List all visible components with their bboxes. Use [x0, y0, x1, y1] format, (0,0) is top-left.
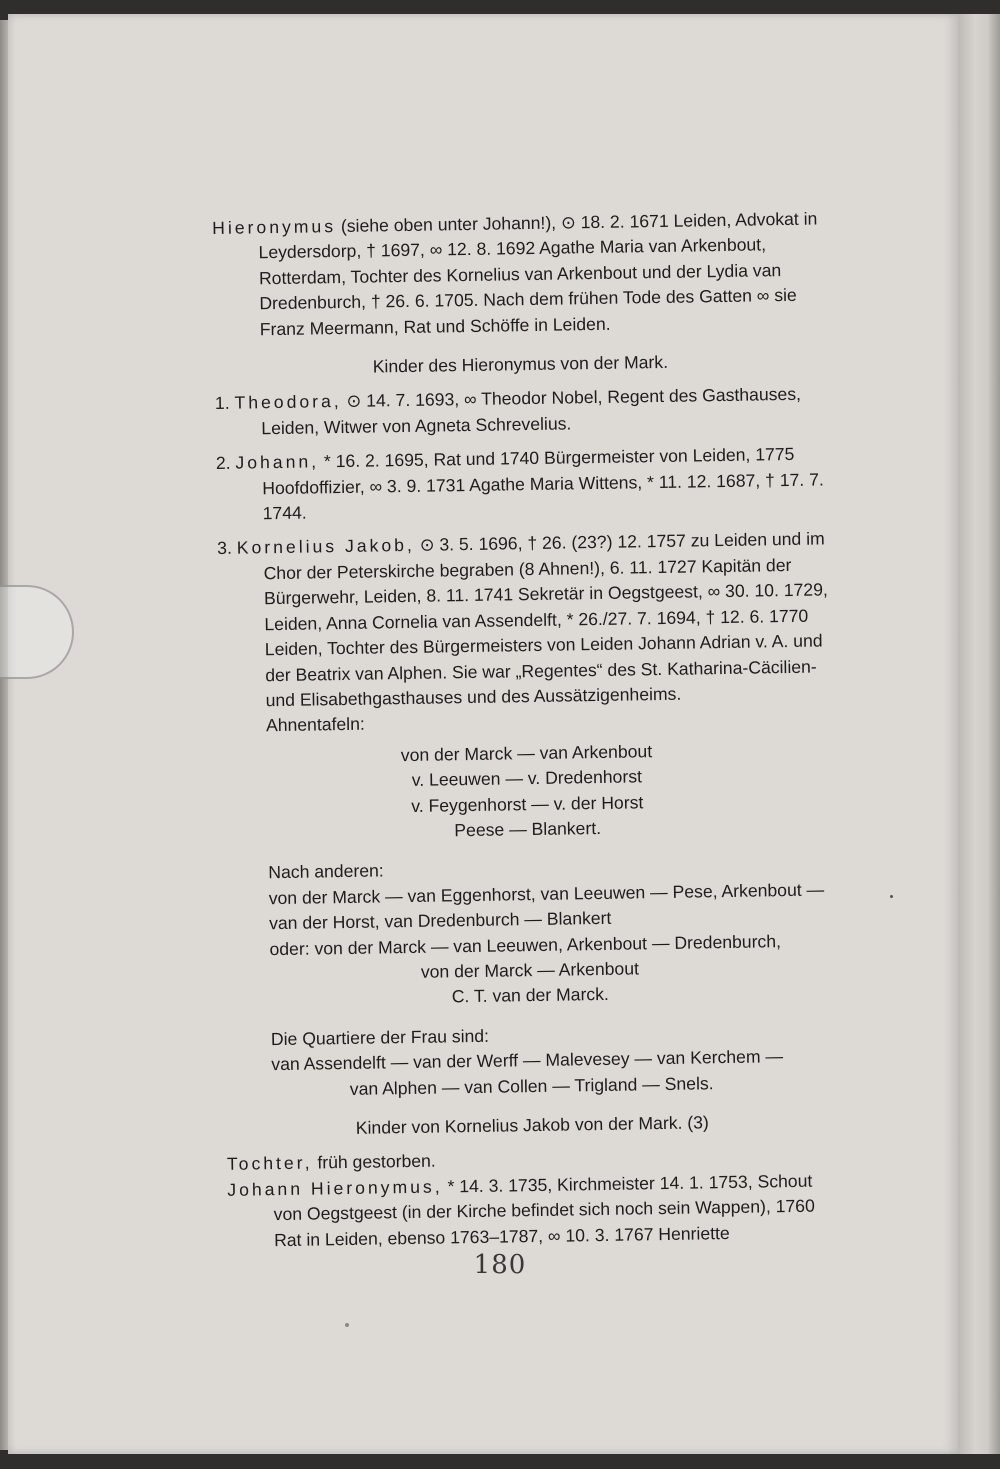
child-name: Theodora, [234, 391, 342, 414]
daughter-text: früh gestorben. [312, 1151, 436, 1173]
section-heading: Kinder des Hieronymus von der Mark. [372, 351, 669, 377]
right-page-edges [958, 14, 1000, 1454]
entry-name: Johann Hieronymus, [227, 1176, 443, 1200]
others-line: oder: von der Marck — van Leeuwen, Arkenbout — Dredenburch, [269, 930, 782, 959]
daughter-name: Tochter, [226, 1152, 313, 1175]
child-text: ⊙ 14. 7. 1693, ∞ Theodor Nobel, Regent des Gasthauses, Leiden, Witwer von Agneta Schrevelius. [261, 384, 802, 439]
section-heading: Kinder von Kornelius Jakob von der Mark. (3) [355, 1112, 709, 1138]
entry-name: Hieronymus [212, 216, 337, 238]
entry-text: * 14. 3. 1735, Kirchmeister 14. 1. 1753, Schout von Oegstgeest (in der Kirche befindet sich noch sein Wappen), 1760 Rat in Leiden, ebenso 1763–1787, ∞ 10. 3. 1767 Henriette [273, 1170, 815, 1250]
others-label: Nach anderen: [268, 860, 384, 883]
paper-speck [890, 895, 893, 898]
quartiere-line: van Alphen — van Collen — Trigland — Snels. [349, 1072, 714, 1099]
entry-hieronymus [212, 206, 826, 343]
child-name: Kornelius Jakob, [236, 535, 416, 559]
paper-speck [345, 1323, 349, 1327]
entry-text: (siehe oben unter Johann!), ⊙ 18. 2. 1671 Leiden, Advokat in Leydersdorp, † 1697, ∞ 12. 8. 1692 Agathe Maria van Arkenbout, Rotterdam, Tochter des Kornelius van Arkenbout und der Lydia van Dredenburch, † 26. 6. 1705. Nach dem frühen Tode des Gatten ∞ sie Franz Meermann, Rat und Schöffe in Leiden. [258, 208, 818, 339]
ahnen-line: Peese — Blankert. [454, 817, 602, 841]
child-number: 2. [215, 452, 231, 474]
child-entry [215, 382, 828, 442]
quartiere-label: Die Quartiere der Frau sind: [270, 1025, 490, 1049]
ahnen-line: v. Leeuwen — v. Dredenhorst [411, 766, 643, 791]
child-text: ⊙ 3. 5. 1696, † 26. (23?) 12. 1757 zu Leiden und im Chor der Peterskirche begraben (8 Ahnen!), 6. 11. 1727 Kapitän der Bürgerwehr, Leiden, 8. 11. 1741 Sekretär in Oegstgeest, ∞ 30. 10. 1729, Leiden, Anna Cornelia van Assendelft, * 26./27. 7. 1694, † 12. 6. 1770 Leiden, Tochter des Bürgermeisters von Leiden Johann Adrian v. A. und der Beatrix van Alphen. Sie war „Regentes“ des St. Katharina-Cäcilien- und Elisabethgasthauses und des Aussätzigenheims. [263, 528, 828, 711]
child-entry [216, 442, 829, 528]
child-number: 3. [217, 538, 233, 559]
quartiere-line: van Assendelft — van der Werff — Malevesey — van Kerchem — [271, 1046, 784, 1075]
page-body [212, 206, 840, 1254]
child-name: Johann, [235, 451, 320, 473]
ahnen-line: v. Feygenhorst — v. der Horst [411, 791, 644, 816]
page-number: 180 [473, 1250, 527, 1280]
child-entry [217, 527, 832, 714]
child-number: 1. [214, 393, 230, 414]
ahnen-line: von der Marck — van Arkenbout [400, 740, 653, 765]
ahnentafeln-label: Ahnentafeln: [265, 713, 365, 736]
others-line: von der Marck — Arkenbout [420, 958, 640, 982]
others-line: von der Marck — van Eggenhorst, van Leeuwen — Pese, Arkenbout — van der Horst, van Dredenburch — Blankert [268, 879, 825, 934]
child-text: * 16. 2. 1695, Rat und 1740 Bürgermeister von Leiden, 1775 Hoofdoffizier, ∞ 3. 9. 1731 Agathe Maria Wittens, * 11. 12. 1687, † 17. 7. 1744. [262, 444, 824, 524]
entry-johann-hieronymus [227, 1168, 840, 1254]
others-line: C. T. van der Marck. [451, 984, 609, 1007]
